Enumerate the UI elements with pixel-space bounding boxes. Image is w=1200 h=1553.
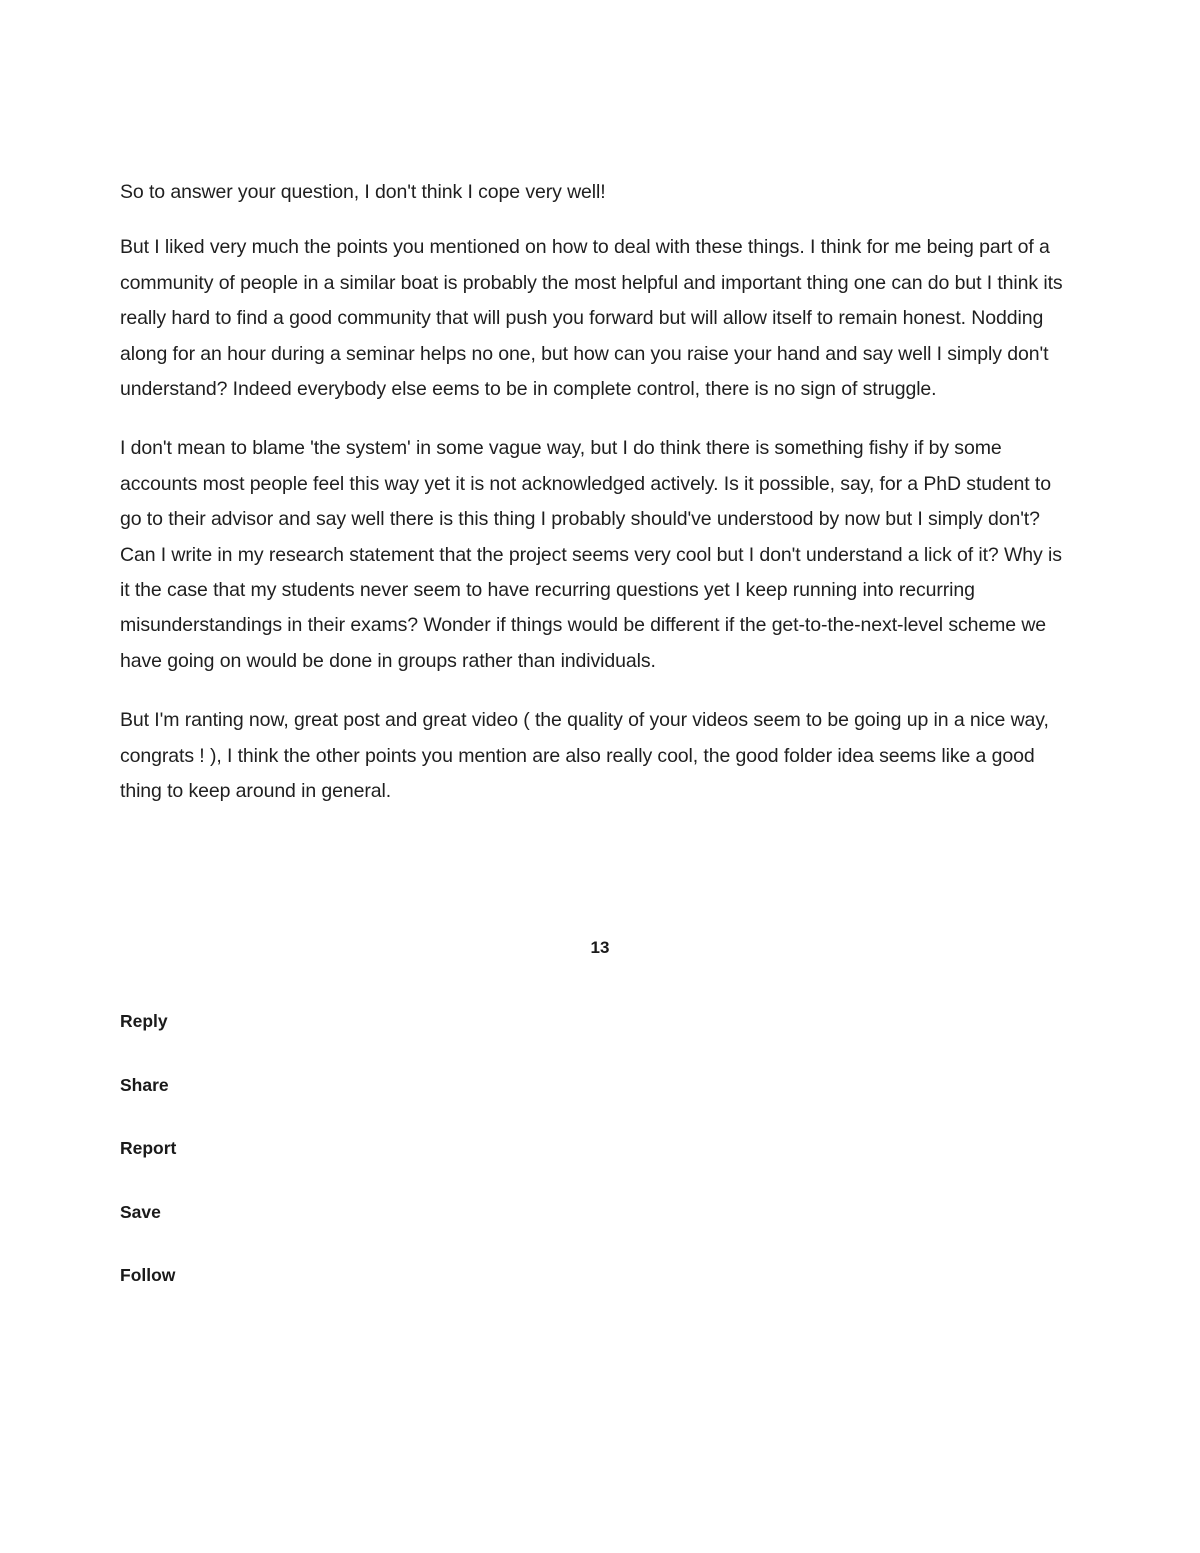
vote-score: 13	[590, 938, 610, 957]
comment-body	[120, 175, 1070, 810]
comment-actions	[120, 1010, 176, 1328]
reply-button[interactable]: Reply	[120, 1011, 168, 1031]
save-button[interactable]: Save	[120, 1201, 161, 1222]
comment-paragraph-4: But I'm ranting now, great post and great video ( the quality of your videos seem to be going up in a nice way, congrats ! ), I think the other points you mention are also really cool, the good folder idea seems like a good thing to keep around in general.	[120, 709, 1049, 803]
follow-button[interactable]: Follow	[120, 1265, 176, 1285]
comment-paragraph-1: So to answer your question, I don't think I cope very well!	[120, 181, 606, 203]
report-button[interactable]: Report	[120, 1138, 177, 1158]
comment-paragraph-2: But I liked very much the points you mentioned on how to deal with these things. I think for me being part of a community of people in a similar boat is probably the most helpful and important thing one can do but I think its really hard to find a good community that will push you forward but will allow itself to remain honest. Nodding along for an hour during a seminar helps no one, but how can you raise your hand and say well I simply don't understand? Indeed everybody else eems to be in complete control, there is no sign of struggle.	[120, 236, 1063, 401]
comment-paragraph-3: I don't mean to blame 'the system' in some vague way, but I do think there is something fishy if by some accounts most people feel this way yet it is not acknowledged actively. Is it possible, say, for a PhD student to go to their advisor and say well there is this thing I probably should've understood by now but I simply don't? Can I write in my research statement that the project seems very cool but I don't understand a lick of it? Why is it the case that my students never seem to have recurring questions yet I keep running into recurring misunderstandings in their exams? Wonder if things would be different if the get-to-the-next-level scheme we have going on would be done in groups rather than individuals.	[120, 437, 1062, 672]
share-button[interactable]: Share	[120, 1074, 169, 1095]
